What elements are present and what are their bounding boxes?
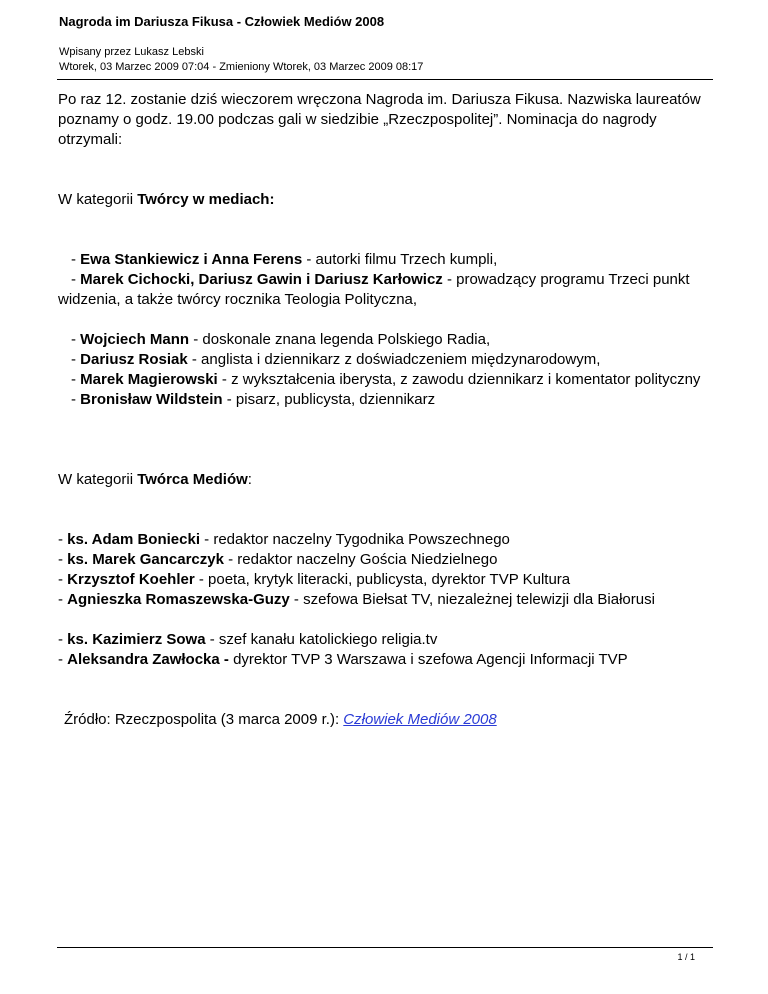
intro-paragraph: Po raz 12. zostanie dziś wieczorem wręczona Nagroda im. Dariusza Fikusa. Nazwiska laureatów poznamy o godz. 19.00 podczas gali w siedzibie „Rzeczpospolitej”. Nominacja do nagrody otrzymali: — [58, 91, 701, 148]
list-item: - ks. Adam Boniecki - redaktor naczelny Tygodnika Powszechnego — [58, 531, 510, 548]
list-item: - Bronisław Wildstein - pisarz, publicysta, dziennikarz — [71, 391, 436, 408]
nominee-name: ks. Kazimierz Sowa — [67, 631, 206, 648]
nominee-name: Krzysztof Koehler — [67, 571, 195, 588]
header-divider — [57, 79, 713, 80]
nominee-name: Bronisław Wildstein — [80, 391, 223, 408]
nominee-desc: - pisarz, publicysta, dziennikarz — [222, 391, 436, 408]
nominee-desc: - poeta, krytyk literacki, publicysta, dyrektor TVP Kultura — [194, 571, 571, 588]
nominee-name: Marek Magierowski — [80, 371, 218, 388]
list-item: - Ewa Stankiewicz i Anna Ferens - autorki filmu Trzech kumpli, — [71, 251, 498, 268]
source-line — [58, 710, 706, 730]
list-item: - Dariusz Rosiak - anglista i dziennikarz z doświadczeniem międzynarodowym, — [71, 351, 601, 368]
nominee-name: ks. Marek Gancarczyk — [67, 551, 224, 568]
category-heading-2: W kategorii Twórca Mediów: — [58, 471, 252, 488]
article-body — [58, 90, 706, 730]
nominee-desc: - autorki filmu Trzech kumpli, — [302, 251, 498, 268]
date-line: Wtorek, 03 Marzec 2009 07:04 - Zmieniony Wtorek, 03 Marzec 2009 08:17 — [59, 61, 424, 73]
page-number: 1 / 1 — [677, 952, 695, 962]
nominee-desc: - redaktor naczelny Tygodnika Powszechnego — [200, 531, 510, 548]
nominee-name: Dariusz Rosiak — [80, 351, 188, 368]
nominee-name: ks. Adam Boniecki — [67, 531, 200, 548]
nominee-desc: - prowadzący programu Trzeci punkt widzenia, a także twórcy rocznika Teologia Polityczna, — [58, 271, 690, 308]
list-item: - Wojciech Mann - doskonale znana legenda Polskiego Radia, — [71, 331, 491, 348]
source-label: Źródło: Rzeczpospolita (3 marca 2009 r.): — [64, 711, 344, 728]
nominee-name: Aleksandra Zawłocka - — [67, 651, 234, 668]
nominee-desc: - doskonale znana legenda Polskiego Radia, — [189, 331, 491, 348]
nominee-desc: dyrektor TVP 3 Warszawa i szefowa Agencji Informacji TVP — [233, 651, 628, 668]
nominee-name: Marek Cichocki, Dariusz Gawin i Dariusz Karłowicz — [80, 271, 443, 288]
nominee-desc: - z wykształcenia iberysta, z zawodu dziennikarz i komentator polityczny — [217, 371, 701, 388]
category-prefix: W kategorii — [58, 191, 138, 208]
list-item: - Krzysztof Koehler - poeta, krytyk literacki, publicysta, dyrektor TVP Kultura — [58, 571, 571, 588]
nominee-name: Wojciech Mann — [80, 331, 190, 348]
list-item: - ks. Marek Gancarczyk - redaktor naczelny Gościa Niedzielnego — [58, 551, 498, 568]
list-item: - ks. Kazimierz Sowa - szef kanału katolickiego religia.tv — [58, 631, 438, 648]
footer-divider — [57, 947, 713, 948]
list-item: - Aleksandra Zawłocka - dyrektor TVP 3 Warszawa i szefowa Agencji Informacji TVP — [58, 651, 628, 668]
nominee-desc: - redaktor naczelny Gościa Niedzielnego — [223, 551, 498, 568]
nominee-name: Ewa Stankiewicz i Anna Ferens — [80, 251, 303, 268]
author-line: Wpisany przez Lukasz Lebski — [59, 46, 204, 58]
list-item: - Marek Magierowski - z wykształcenia iberysta, z zawodu dziennikarz i komentator polityczny — [71, 371, 701, 388]
list-item: - Marek Cichocki, Dariusz Gawin i Dariusz Karłowicz - prowadzący programu Trzeci punkt widzenia, a także twórcy rocznika Teologia Polityczna, — [58, 271, 690, 308]
nominee-name: Agnieszka Romaszewska-Guzy — [67, 591, 290, 608]
nominee-list-2b — [58, 630, 706, 670]
nominee-list-1a — [58, 250, 706, 310]
page-title: Nagroda im Dariusza Fikusa - Człowiek Mediów 2008 — [59, 14, 385, 29]
category-name: Twórcy w mediach: — [137, 191, 275, 208]
nominee-list-1b — [58, 330, 706, 410]
nominee-desc: - szef kanału katolickiego religia.tv — [205, 631, 438, 648]
nominee-list-2a — [58, 530, 706, 610]
nominee-desc: - szefowa Biełsat TV, niezależnej telewizji dla Białorusi — [289, 591, 655, 608]
category-heading-1 — [58, 190, 706, 210]
list-item: - Agnieszka Romaszewska-Guzy - szefowa Biełsat TV, niezależnej telewizji dla Białorusi — [58, 591, 655, 608]
category-prefix: W kategorii — [58, 471, 138, 488]
category-name: Twórca Mediów — [137, 471, 248, 488]
source-link[interactable]: Człowiek Mediów 2008 — [343, 711, 497, 728]
nominee-desc: - anglista i dziennikarz z doświadczeniem międzynarodowym, — [187, 351, 601, 368]
